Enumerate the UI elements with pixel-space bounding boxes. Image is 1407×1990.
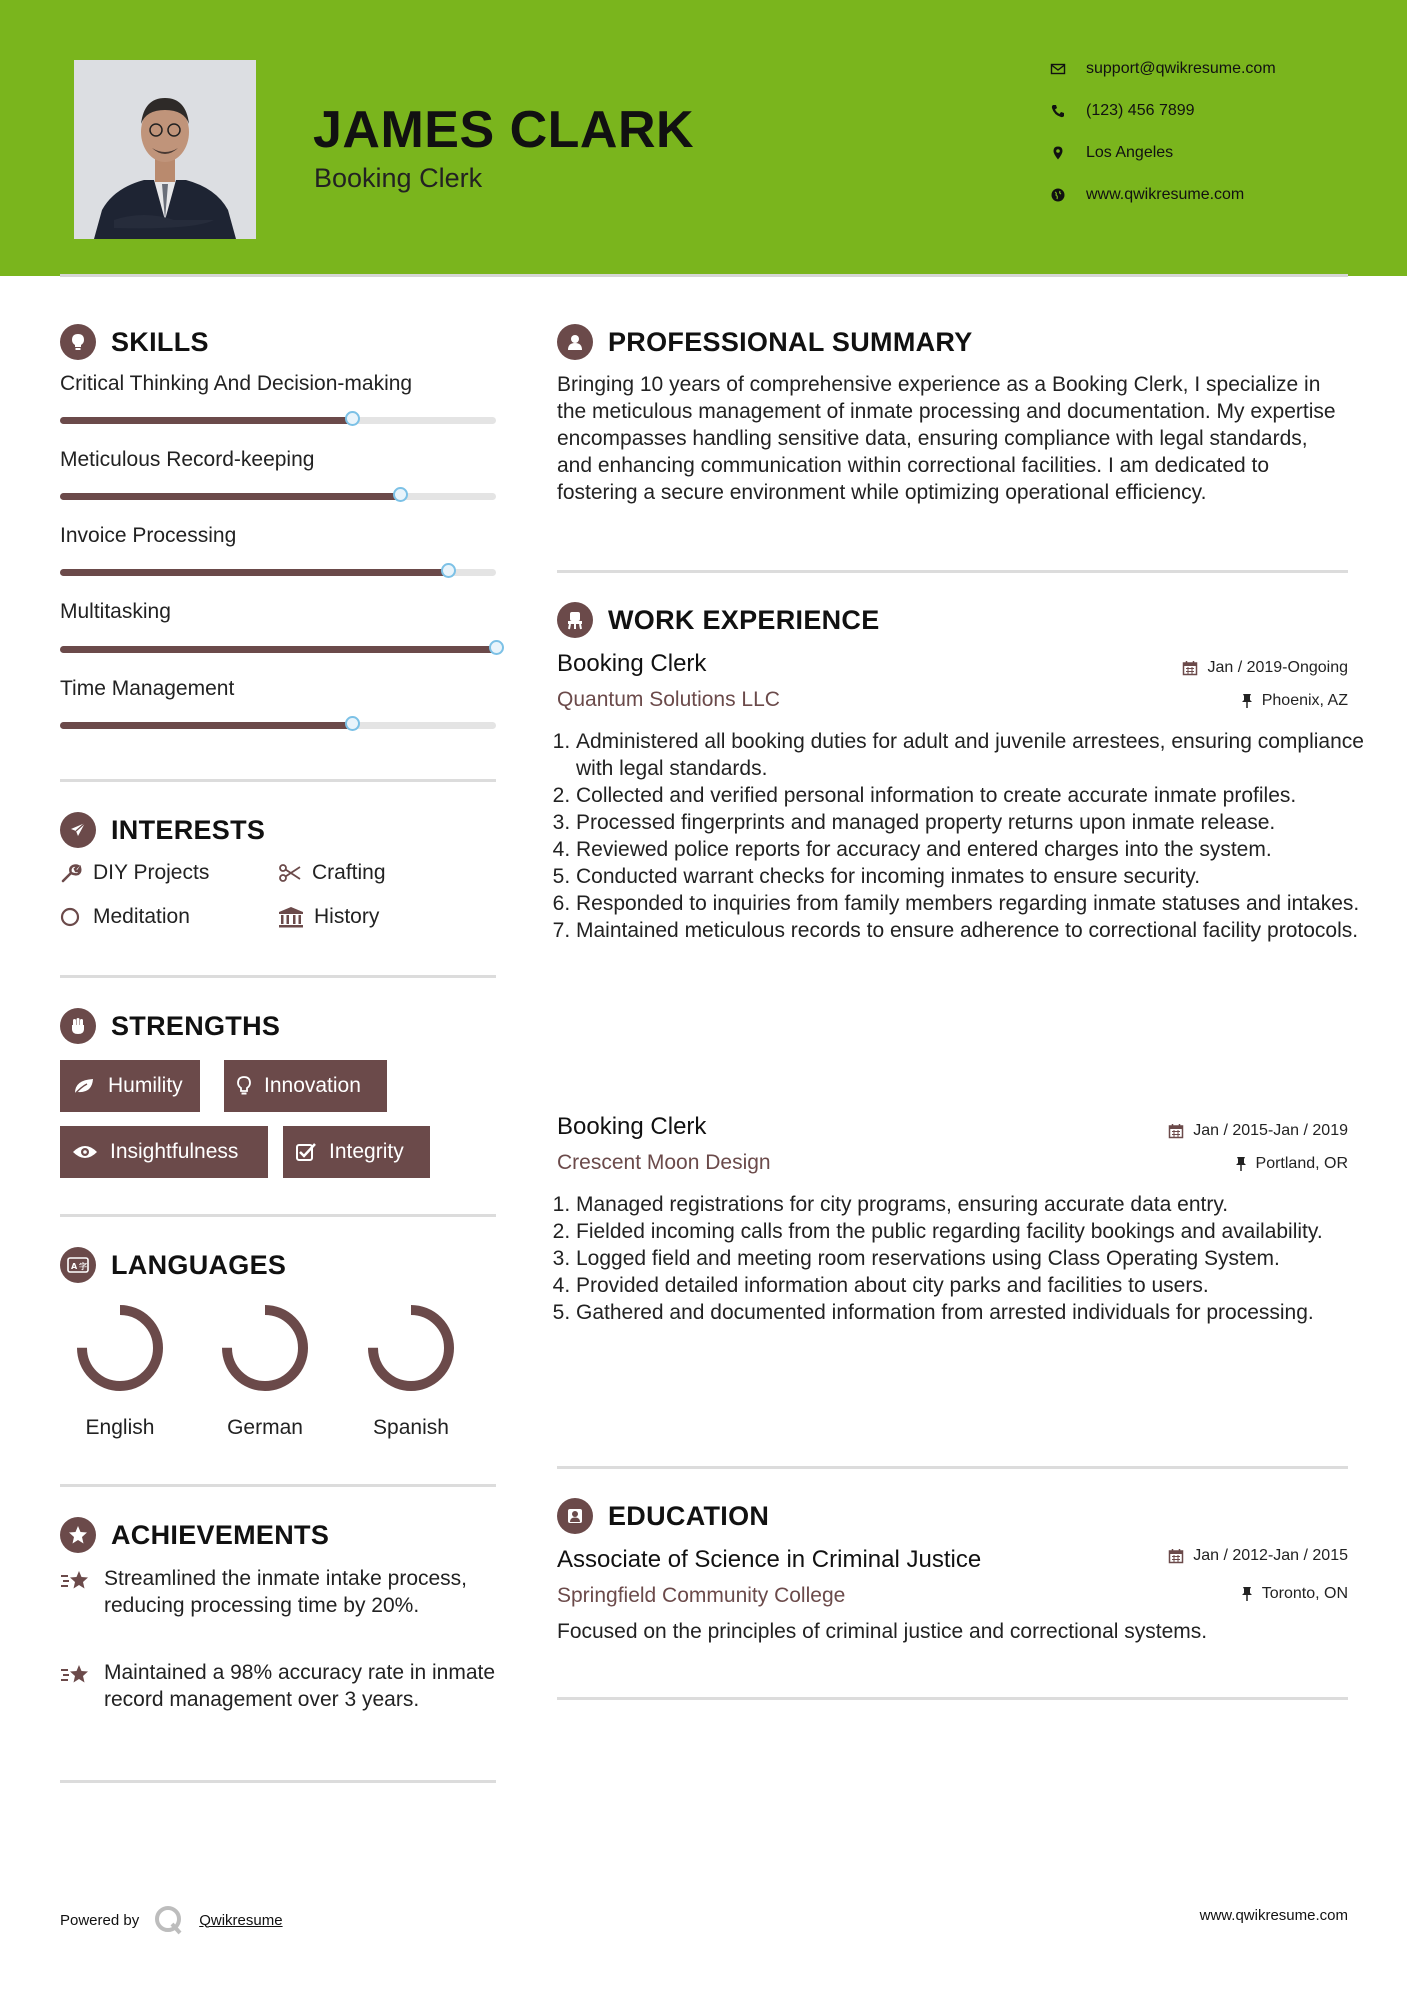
job-location-text: Portland, OR (1255, 1155, 1348, 1172)
duty-item: 3. Logged field and meeting room reservations using Class Operating System. (576, 1245, 1366, 1272)
education-heading (557, 1498, 769, 1534)
education-description: Focused on the principles of criminal justice and correctional systems. (557, 1620, 1208, 1643)
checkbox-icon (295, 1142, 317, 1162)
duty-item: 6. Responded to inquiries from family members regarding inmate statuses and intakes. (576, 890, 1366, 917)
duty-item: 4. Reviewed police reports for accuracy and entered charges into the system. (576, 836, 1366, 863)
calendar-icon (1168, 1123, 1184, 1139)
duty-item: 3. Processed fingerprints and managed property returns upon inmate release. (576, 809, 1366, 836)
lightbulb-icon (60, 324, 96, 360)
contact-location (1050, 144, 1173, 162)
language-label: English (85, 1416, 155, 1439)
strengths-heading (60, 1008, 280, 1044)
pushpin-icon (1235, 1156, 1247, 1172)
education-dates-text: Jan / 2012-Jan / 2015 (1193, 1547, 1348, 1564)
skill-bar-knob[interactable] (489, 640, 504, 655)
languages-heading-text: LANGUAGES (111, 1249, 287, 1280)
job-title: Booking Clerk (557, 650, 707, 677)
language-ring (363, 1300, 459, 1396)
strength-label: Humility (108, 1074, 183, 1097)
skill-bar (60, 493, 496, 500)
section-divider (557, 570, 1348, 573)
contact-website[interactable] (1050, 186, 1244, 204)
section-divider (60, 779, 496, 782)
skill-bar (60, 722, 496, 729)
skill-bar (60, 569, 496, 576)
section-divider (60, 1214, 496, 1217)
language-label: German (227, 1416, 303, 1439)
graduate-icon (557, 1498, 593, 1534)
education-location-text: Toronto, ON (1261, 1585, 1348, 1602)
duty-item: 7. Maintained meticulous records to ensure adherence to correctional facility protocols. (576, 917, 1366, 944)
achievement-item (60, 1659, 500, 1713)
svg-text:A: A (71, 1262, 78, 1271)
job-dates (1182, 659, 1348, 677)
wrench-icon (60, 862, 82, 884)
pushpin-icon (1241, 693, 1253, 709)
qwikresume-logo-icon (153, 1904, 185, 1936)
bank-icon (278, 906, 304, 928)
duty-item: 2. Fielded incoming calls from the public regarding facility bookings and availability. (576, 1218, 1366, 1245)
job-location (1241, 692, 1348, 710)
job-dates-text: Jan / 2019-Ongoing (1207, 659, 1348, 676)
contact-phone-text: (123) 456 7899 (1086, 102, 1195, 119)
svg-text:字: 字 (79, 1262, 88, 1271)
section-divider (60, 1484, 496, 1487)
duty-item: 1. Administered all booking duties for adult and juvenile arrestees, ensuring compliance with legal standards. (576, 728, 1366, 782)
language-item (361, 1300, 461, 1440)
profile-photo (74, 60, 256, 239)
globe-icon (1050, 187, 1066, 203)
strength-tag (224, 1060, 387, 1112)
skills-heading (60, 324, 209, 360)
calendar-icon (1168, 1548, 1184, 1564)
strength-label: Innovation (264, 1074, 361, 1097)
contact-phone[interactable] (1050, 102, 1195, 120)
section-divider (557, 1697, 1348, 1700)
lightbulb-icon (236, 1075, 252, 1097)
header-banner (0, 0, 1407, 276)
skill-bar (60, 417, 496, 424)
job-location (1235, 1155, 1348, 1173)
duty-item: 5. Conducted warrant checks for incoming inmates to ensure security. (576, 863, 1366, 890)
paper-plane-icon (60, 812, 96, 848)
interest-label: History (314, 905, 380, 928)
phone-icon (1050, 103, 1066, 119)
pushpin-icon (1241, 1586, 1253, 1602)
contact-website-text: www.qwikresume.com (1086, 186, 1245, 203)
job-duties-list (557, 728, 1366, 944)
candidate-title: Booking Clerk (314, 163, 483, 193)
section-divider (60, 975, 496, 978)
summary-heading (557, 324, 973, 360)
strengths-heading-text: STRENGTHS (111, 1010, 281, 1041)
shooting-star-icon (60, 1568, 92, 1594)
circle-icon (60, 906, 82, 928)
language-ring-arc (82, 1310, 158, 1386)
language-item (70, 1300, 170, 1440)
job-title: Booking Clerk (557, 1113, 707, 1140)
interest-item (60, 861, 209, 885)
education-degree: Associate of Science in Criminal Justice (557, 1546, 982, 1573)
calendar-icon (1182, 660, 1198, 676)
strength-tag (283, 1126, 430, 1178)
strength-tag (60, 1060, 200, 1112)
chair-icon (557, 602, 593, 638)
candidate-name: JAMES CLARK (313, 101, 695, 159)
achievement-item (60, 1565, 500, 1619)
star-badge-icon (60, 1517, 96, 1553)
education-school: Springfield Community College (557, 1584, 846, 1607)
education-heading-text: EDUCATION (608, 1500, 770, 1531)
strength-tag (60, 1126, 268, 1178)
language-ring (217, 1300, 313, 1396)
eye-icon (72, 1143, 98, 1161)
interest-item (60, 905, 190, 929)
leaf-icon (72, 1076, 96, 1096)
duty-item: 4. Provided detailed information about city parks and facilities to users. (576, 1272, 1366, 1299)
interests-heading-text: INTERESTS (111, 814, 266, 845)
achievement-text: Maintained a 98% accuracy rate in inmate record management over 3 years. (104, 1661, 496, 1711)
skill-bar-fill (60, 646, 496, 653)
shooting-star-icon (60, 1662, 92, 1688)
skill-bar-fill (60, 493, 400, 500)
education-dates (1168, 1547, 1348, 1565)
map-pin-icon (1050, 145, 1066, 161)
header-divider (60, 274, 1348, 277)
skill-bar-knob[interactable] (345, 411, 360, 426)
interest-item (278, 861, 386, 885)
skill-bar (60, 646, 496, 653)
skill-bar-fill (60, 722, 352, 729)
contact-email-text: support@qwikresume.com (1086, 60, 1276, 77)
skill-bar-knob[interactable] (393, 487, 408, 502)
strength-label: Integrity (329, 1140, 404, 1163)
job-location-text: Phoenix, AZ (1261, 692, 1348, 709)
job-company: Quantum Solutions LLC (557, 688, 780, 711)
skill-bar-fill (60, 417, 352, 424)
duty-item: 5. Gathered and documented information from arrested individuals for processing. (576, 1299, 1366, 1326)
education-location (1241, 1585, 1348, 1603)
interest-label: DIY Projects (93, 861, 210, 884)
language-icon (60, 1247, 96, 1283)
achievements-heading-text: ACHIEVEMENTS (111, 1519, 330, 1550)
job-duties-list (557, 1191, 1366, 1326)
work-heading-text: WORK EXPERIENCE (608, 604, 880, 635)
summary-text: Bringing 10 years of comprehensive experience as a Booking Clerk, I specialize in the meticulous management of inmate processing and documentation. My expertise encompasses handling sensitive data, ensuring compliance with legal standards, and enhancing communication within correctional facilities. I am dedicated to fostering a secure environment while optimizing operational efficiency. (557, 373, 1336, 504)
language-ring-arc (227, 1310, 303, 1386)
contact-location-text: Los Angeles (1086, 144, 1174, 161)
summary-heading-text: PROFESSIONAL SUMMARY (608, 326, 973, 357)
duty-item: 2. Collected and verified personal information to create accurate inmate profiles. (576, 782, 1366, 809)
skill-label: Meticulous Record-keeping (60, 448, 315, 471)
fist-icon (60, 1008, 96, 1044)
footer-website[interactable]: www.qwikresume.com (1199, 1907, 1348, 1924)
section-divider (557, 1466, 1348, 1469)
language-label: Spanish (373, 1416, 449, 1439)
footer-powered (60, 1904, 283, 1936)
job-company: Crescent Moon Design (557, 1151, 771, 1174)
achievements-heading (60, 1517, 329, 1553)
skill-label: Multitasking (60, 600, 171, 623)
language-ring (72, 1300, 168, 1396)
interest-item (278, 905, 379, 929)
skill-label: Time Management (60, 677, 235, 700)
duty-item: 1. Managed registrations for city programs, ensuring accurate data entry. (576, 1191, 1366, 1218)
skill-bar-knob[interactable] (441, 563, 456, 578)
language-item (215, 1300, 315, 1440)
achievement-text: Streamlined the inmate intake process, reducing processing time by 20%. (104, 1567, 468, 1617)
skill-label: Critical Thinking And Decision-making (60, 372, 413, 395)
skill-bar-fill (60, 569, 448, 576)
work-heading (557, 602, 880, 638)
section-divider (60, 1780, 496, 1783)
languages-heading (60, 1247, 286, 1283)
language-ring-arc (373, 1310, 449, 1386)
skills-heading-text: SKILLS (111, 326, 209, 357)
envelope-icon (1050, 61, 1066, 77)
skill-bar-knob[interactable] (345, 716, 360, 731)
job-dates-text: Jan / 2015-Jan / 2019 (1193, 1122, 1348, 1139)
scissors-icon (278, 862, 302, 884)
interest-label: Crafting (312, 861, 386, 884)
interests-heading (60, 812, 265, 848)
qwikresume-link[interactable]: Qwikresume (199, 1911, 283, 1929)
skill-label: Invoice Processing (60, 524, 237, 547)
user-icon (557, 324, 593, 360)
job-dates (1168, 1122, 1348, 1140)
contact-email[interactable] (1050, 60, 1276, 78)
strength-label: Insightfulness (110, 1140, 239, 1163)
interest-label: Meditation (93, 905, 190, 928)
powered-by-text: Powered by (60, 1911, 140, 1929)
